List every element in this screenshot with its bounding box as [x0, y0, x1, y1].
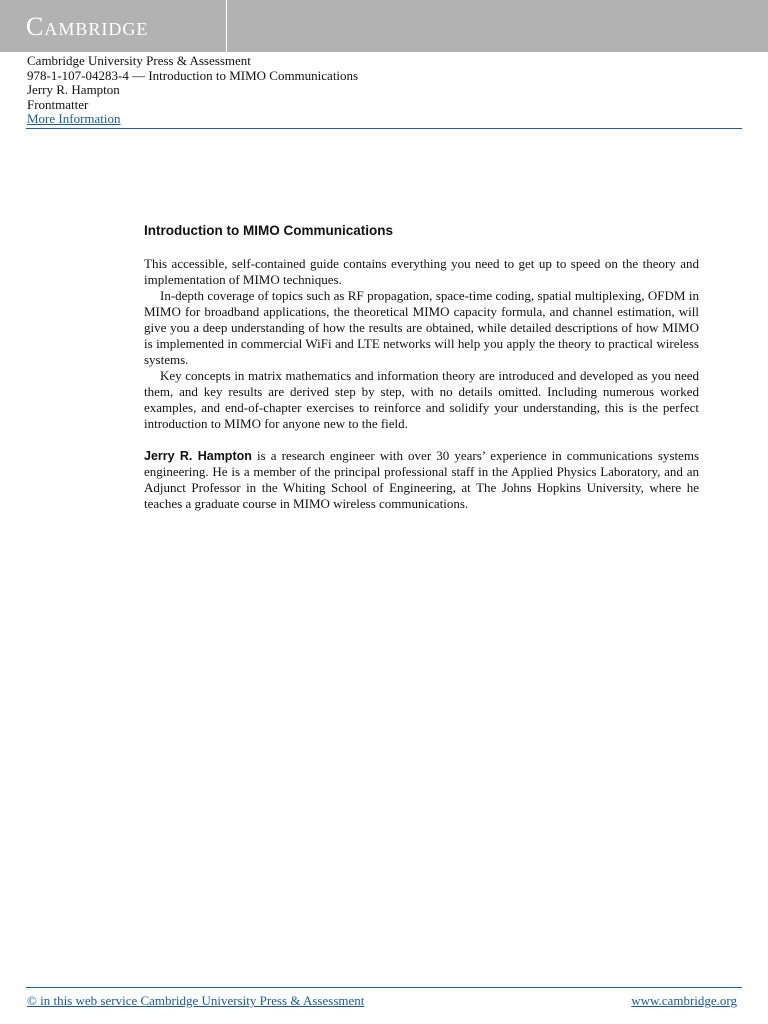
isbn-title-line: 978-1-107-04283-4 — Introduction to MIMO Communications — [27, 67, 359, 83]
page-content — [144, 222, 699, 512]
document-meta — [27, 54, 358, 127]
cambridge-logo[interactable]: Cambridge — [26, 12, 149, 41]
publisher-line: Cambridge University Press & Assessment — [27, 53, 251, 68]
more-information-link[interactable]: More Information — [27, 111, 121, 127]
author-bio-name: Jerry R. Hampton — [144, 449, 252, 463]
page-title: Introduction to MIMO Communications — [144, 223, 393, 238]
copyright-link[interactable]: © in this web service Cambridge University Press & Assessment — [27, 993, 365, 1008]
author-bio — [144, 448, 699, 512]
description-paragraph-2: In-depth coverage of topics such as RF propagation, space-time coding, spatial multiplexing, OFDM in MIMO for broadband applications, the theoretical MIMO capacity formula, and channel estimation, will give you a deep understanding of how the results are obtained, while detailed descriptions of how MIMO is implemented in commercial WiFi and LTE networks will help you apply the theory to practical wireless systems. — [144, 288, 699, 367]
description-paragraph-1: This accessible, self-contained guide contains everything you need to get up to speed on the theory and implementation of MIMO techniques. — [144, 256, 699, 287]
website-link[interactable]: www.cambridge.org — [631, 993, 737, 1008]
author-bio-text: is a research engineer with over 30 years’ experience in communications systems engineering. He is a member of the principal professional staff in the Applied Physics Laboratory, and an Adjunct Professor in the Whiting School of Engineering, at The Johns Hopkins University, where he teaches a graduate course in MIMO wireless communications. — [144, 448, 699, 511]
header-divider — [226, 0, 227, 52]
footer-rule — [26, 987, 742, 988]
header-bar — [0, 0, 768, 52]
section-line: Frontmatter — [27, 96, 89, 112]
author-line: Jerry R. Hampton — [27, 82, 120, 98]
header-rule — [26, 128, 742, 129]
description-paragraph-3: Key concepts in matrix mathematics and information theory are introduced and developed as you need them, and key results are derived step by step, with no details omitted. Including numerous worked examples, and end-of-chapter exercises to reinforce and solidify your understanding, this is the perfect introduction to MIMO for anyone new to the field. — [144, 368, 699, 431]
